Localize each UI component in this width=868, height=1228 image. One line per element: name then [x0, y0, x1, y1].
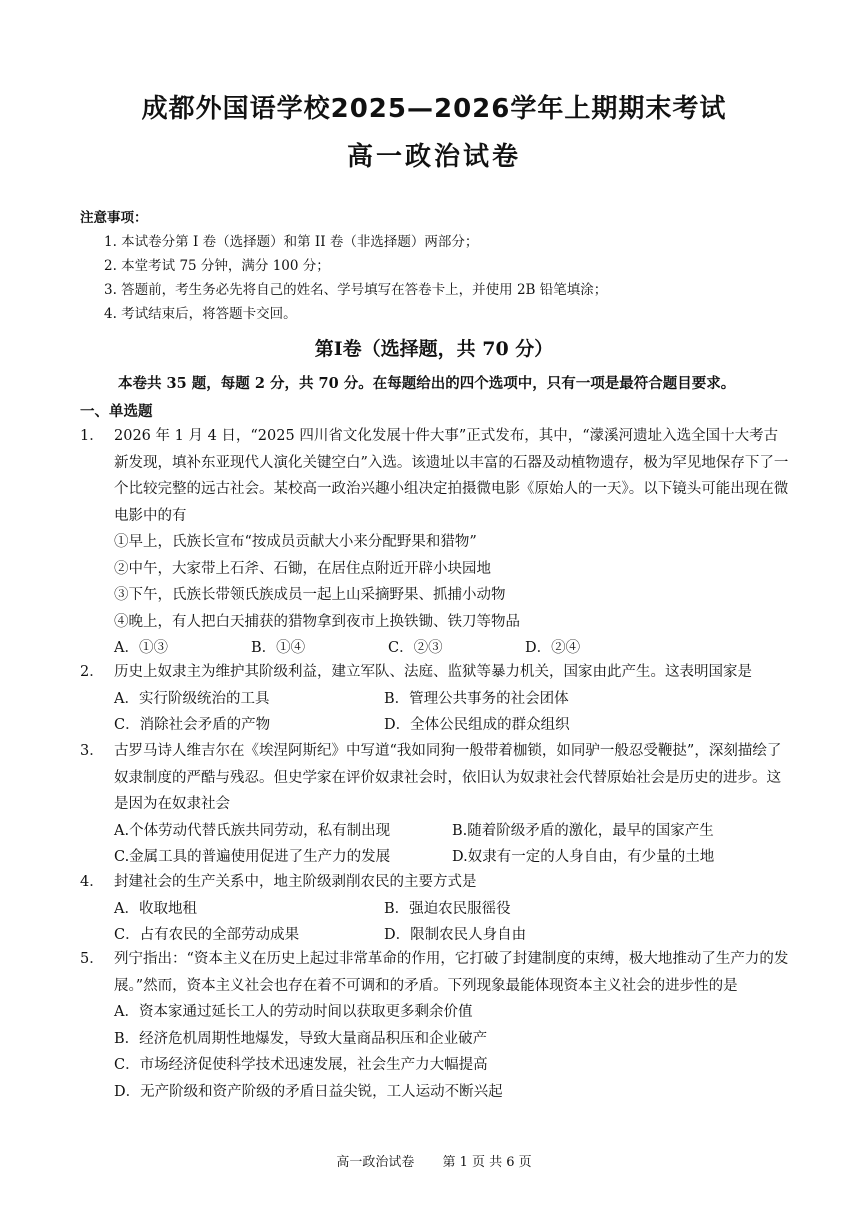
question-text: 古罗马诗人维吉尔在《埃涅阿斯纪》中写道“我如同狗一般带着枷锁，如同驴一般忍受鞭挞”，深刻描绘了奴隶制度的严酷与残忍。但史学家在评价奴隶社会时，依旧认为奴隶社会代替原始社会是历史的进步。这是因为在奴隶社会 — [114, 743, 782, 812]
option-c: C．消除社会矛盾的产物 — [114, 717, 271, 733]
option-a: A．资本家通过延长工人的劳动时间以获取更多剩余价值 — [114, 1004, 473, 1020]
notice-item: 3. 答题前，考生务必先将自己的姓名、学号填写在答卷卡上，并使用 2B 铅笔填涂； — [104, 282, 608, 298]
exam-title: 成都外国语学校2025—2026学年上期期末考试 — [141, 94, 727, 124]
option-d: D．②④ — [525, 640, 581, 656]
option-b: B．管理公共事务的社会团体 — [384, 690, 569, 707]
question-text: 封建社会的生产关系中，地主阶级剥削农民的主要方式是 — [114, 874, 477, 890]
options-row — [80, 844, 790, 871]
options-row — [80, 635, 790, 662]
notice-item: 4. 考试结束后，将答题卡交回。 — [104, 306, 297, 322]
page-number: 第 1 页 共 6 页 — [442, 1155, 532, 1170]
question-text: 2026 年 1 月 4 日，“2025 四川省文化发展十件大事”正式发布，其中，“濛溪河遗址入选全国十大考古新发现，填补东亚现代人演化关键空白”入选。该遗址以丰富的石器及动植物遗存，极为罕见地保存下了一个比较完整的远古社会。某校高一政治兴趣小组决定拍摄微电影《原始人的一天》。以下镜头可能出现在微电影中的有 — [114, 428, 789, 524]
question-3 — [80, 738, 790, 871]
option-a: A．实行阶级统治的工具 — [114, 690, 270, 707]
options-row — [80, 922, 790, 949]
question-2 — [80, 659, 790, 739]
option-d: D.奴隶有一定的人身自由，有少量的土地 — [452, 849, 715, 865]
notice-item: 1. 本试卷分第 I 卷（选择题）和第 II 卷（非选择题）两部分； — [104, 234, 479, 250]
option-d: D．限制农民人身自由 — [384, 927, 527, 943]
statement-item: ④晚上，有人把白天捕获的猎物拿到夜市上换铁锄、铁刀等物品 — [114, 613, 520, 630]
question-text: 历史上奴隶主为维护其阶级利益，建立军队、法庭、监狱等暴力机关，国家由此产生。这表明国家是 — [114, 664, 752, 680]
option-a: A．收取地租 — [114, 900, 197, 917]
question-4 — [80, 869, 790, 949]
question-number: 5． — [80, 951, 104, 967]
option-b: B．强迫农民服徭役 — [384, 900, 511, 917]
question-stem — [80, 738, 790, 818]
option-c: C．②③ — [388, 640, 443, 656]
question-stem — [80, 869, 790, 896]
options-row — [80, 686, 790, 713]
question-text: 列宁指出：“资本主义在历史上起过非常革命的作用，它打破了封建制度的束缚，极大地推动了生产力的发展。”然而，资本主义社会也存在着不可调和的矛盾。下列现象最能体现资本主义社会的进步性的是 — [114, 951, 789, 994]
question-number: 1． — [80, 428, 104, 444]
question-number: 3． — [80, 743, 104, 759]
section-heading: 第Ⅰ卷（选择题，共 70 分） — [314, 338, 554, 360]
section-intro: 本卷共 35 题，每题 2 分，共 70 分。在每题给出的四个选项中，只有一项是最符合题目要求。 — [118, 375, 736, 392]
page-footer — [0, 1151, 868, 1170]
statement-item: ②中午，大家带上石斧、石锄，在居住点附近开辟小块园地 — [114, 560, 491, 577]
option-c: C.金属工具的普遍使用促进了生产力的发展 — [114, 849, 391, 865]
part-label: 一、单选题 — [80, 403, 153, 420]
option-c: C．占有农民的全部劳动成果 — [114, 927, 300, 943]
statement-item: ③下午，氏族长带领氏族成员一起上山采摘野果、抓捕小动物 — [114, 587, 506, 603]
footer-exam-name: 高一政治试卷 — [336, 1155, 415, 1170]
options-row — [80, 896, 790, 923]
option-b: B.随着阶级矛盾的激化，最早的国家产生 — [452, 822, 714, 839]
option-c: C．市场经济促使科学技术迅速发展，社会生产力大幅提高 — [114, 1057, 488, 1073]
option-a: A.个体劳动代替氏族共同劳动，私有制出现 — [114, 822, 391, 839]
question-stem — [80, 423, 790, 529]
notice-title: 注意事项： — [80, 210, 148, 226]
option-d: D．全体公民组成的群众组织 — [384, 717, 570, 733]
question-number: 4． — [80, 874, 104, 890]
option-b: B．经济危机周期性地爆发，导致大量商品积压和企业破产 — [114, 1030, 488, 1047]
question-5 — [80, 946, 790, 1105]
statement-item: ①早上，氏族长宣布“按成员贡献大小来分配野果和猎物” — [114, 534, 477, 550]
options-row — [80, 818, 790, 845]
option-a: A．①③ — [114, 640, 168, 656]
option-b: B．①④ — [251, 640, 306, 656]
question-1 — [80, 423, 790, 662]
question-number: 2． — [80, 664, 104, 680]
option-d: D．无产阶级和资产阶级的矛盾日益尖锐，工人运动不断兴起 — [114, 1083, 503, 1100]
exam-subtitle: 高一政治试卷 — [346, 142, 521, 172]
notice-block — [80, 206, 607, 326]
question-stem — [80, 659, 790, 686]
notice-item: 2. 本堂考试 75 分钟，满分 100 分； — [104, 258, 330, 274]
question-stem — [80, 946, 790, 999]
options-row — [80, 712, 790, 739]
